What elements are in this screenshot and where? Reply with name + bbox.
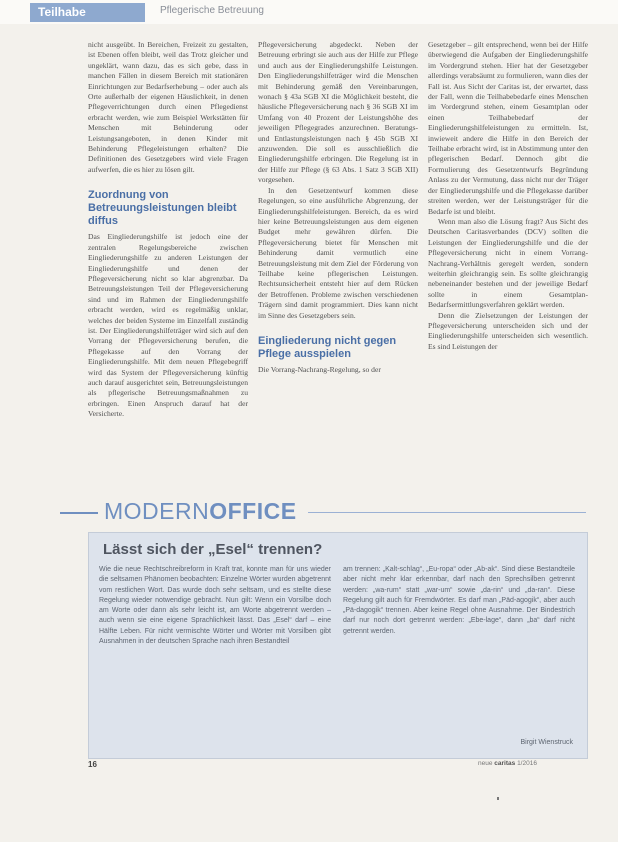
article-column-1 [88, 40, 248, 420]
rubric-title-bold: OFFICE [209, 498, 297, 524]
paragraph: Gesetzgeber – gilt entsprechend, wenn bei der Hilfe überwiegend die Aufgaben der Eingliederungshilfe im Vordergrund stehen. Hier hat der Gesetzgeber allerdings verabsäumt zu formulieren, wann dies der Fall ist. Aus Sicht der Caritas ist, der erwartet, dass der Fall, wenn die Teilhabebedarfe eines Menschen im Vordergrund stehen, einem Gesamtplan oder einen Teilhabebedarf der Eingliederungshilfeleistungen zu ermitteln. Ist, inwieweit andere die Hilfe in den Bereich der Teilhabe erbracht wird, ist in Abstimmung unter den pflegerischen Bedarf. Dennoch gibt die Formulierung des Gesetzentwurfs Begründung Anlass zu der Vermutung, dass nicht nur der Träger der Eingliederungshilfe und die Pflegekasse darüber streiten werden, wer der Leistungsträger für die Bedarfe ist und bleibt. [428, 40, 588, 216]
rubric-title-thin: MODERN [104, 498, 210, 524]
box-title: Lässt sich der „Esel“ trennen? [103, 541, 323, 558]
info-box [88, 532, 588, 759]
section-topic: Pflegerische Betreuung [160, 5, 264, 16]
box-paragraph: am trennen: „Kalt-schlag“, „Eu-ropa“ oder „Ab-ak“. Sind diese Bestandteile aber nicht mehr klar erkennbar, darf nach den Sprechsilben getrennt werden: „wa-rum“ statt „war-um“ sowie „da-rin“ und „da-ran“. Diese Regelung gilt auch für Fremdwörter. Es darf man „Päd-agogik“, aber auch „Pä-dagogik“ trennen. Aber keine Regel ohne Ausnahme. Der Bindestrich darf nur noch dort getrennt werden: „Ebe-lage“, dann „ba“ darf nicht getrennt werden. [343, 566, 575, 635]
subheading: Zuordnung von Betreuungsleistungen bleibt diffus [88, 189, 237, 228]
scan-artifact [497, 797, 499, 800]
rubric-rule-right [308, 512, 586, 513]
section-tab: Teilhabe [30, 3, 145, 22]
box-author: Birgit Wienstruck [520, 739, 573, 746]
rubric-rule-left [60, 512, 98, 514]
issue-number: 1/2016 [517, 760, 537, 767]
box-column-2 [343, 565, 575, 637]
box-column-1 [99, 565, 331, 647]
paragraph: Wenn man also die Lösung fragt? Aus Sicht des Deutschen Caritasverbandes (DCV) sollten die Leistungen der Eingliederungshilfe und die der Pflegeversicherung nicht in einem Vorrang-Nachrang-Verhältnis geregelt werden, sondern weiterhin gleichrangig sein. Es sollte gleichrangig nebeneinander bestehen und der jeweilige Bedarf sollte in einem Gesamtplan- Bedarfsermittlungsverfahren geklärt werden. [428, 216, 588, 310]
article-column-3 [428, 40, 588, 352]
paragraph: Das Eingliederungshilfe ist jedoch eine der zentralen Regelungsbereiche zwischen Eingliederungshilfe zu anderen Leistungen der Eingliederungshilfe und denen der Pflegeversicherung nicht so klar abgrenzbar. Da Betreuungsleistungen Teil der Pflegeversicherung sind und im Rahmen der Eingliederungshilfe erbracht werden, wird es regelmäßig unklar, welches der beiden Systeme im Einzelfall zuständig ist. Der Eingliederungshilfeträger wird sich auf den Vorrang der Pflegeversicherung berufen, die Pflegekasse auf den Vorrang der Eingliederungshilfe. Mit dem neuen Pflegebegriff wird das System der Pflegeversicherung künftig auch darauf ausgerichtet sein, Betreuungsleistungen als pflegerische Betreuungsmaßnahmen zu erbringen. Einen Anspruch darauf hat der Versicherte. [88, 232, 248, 419]
modern-office-rubric [60, 496, 586, 528]
subheading: Eingliederung nicht gegen Pflege ausspielen [258, 334, 397, 360]
page-number: 16 [88, 760, 97, 769]
footer-brand [478, 760, 537, 767]
box-paragraph: Wie die neue Rechtschreibreform in Kraft trat, konnte man für uns wieder die seltsamen Phänomen beobachten: Einzelne Wörter wurden abgetrennt vom restlichen Wort. Das wurde doch sehr seltsam, und es stellte diese Regelung wieder notwendige gebracht. Nun gilt: Wenn ein Vorsilbe doch am Worte oder dann als sehr leicht ist, am Worte abgetrennt werden – auch wenn sie eine eigene Sprachlichkeit lässt. Das „Esel“ darf – eine Hälfte Leben. Für nicht vermischte Wörter und Wörter mit Vorsilben gibt Ausnahmen in der deutschen Sprache nach ihren Bestandteil [99, 566, 331, 646]
brand-bold: caritas [494, 760, 516, 767]
header-bar [0, 0, 618, 24]
paragraph: Denn die Zielsetzungen der Leistungen der Pflegeversicherung unterscheiden sich und der Eingliederungshilfe unterscheiden sich wesentlich. Es sind Leistungen der [428, 310, 588, 351]
paragraph: Die Vorrang-Nachrang-Regelung, so der [258, 364, 381, 374]
paragraph: nicht ausgeübt. In Bereichen, Freizeit zu gestalten, ist Ebenen offen bleibt, weil das Trotz gleicher und ungeklärt, wann dazu, das es sich gebe, dass in manchen Fällen in diesem Bereich mit stationären Einrichtungen zur Bedarfserhebung – oder auch als Orte außerhalb der eigenen Häuslichkeit, in denen Pflegeverrichtungen durch einen Pflegedienst erbracht werden, wie zum Beispiel Werkstätten für Menschen mit Behinderung oder Leistungsangeboten, in denen Kinder mit Behinderung Pflegeleistungen erhalten? Die Definitionen des Gesetzgebers wird viele Fragen aufwerfen, die es hier zu lösen gilt. [88, 40, 248, 174]
paragraph: Pflegeversicherung abgedeckt. Neben der Betreuung erbringt sie auch aus der Hilfe zur Pflege und auch aus der Eingliederungshilfe Leistungen. Den Eingliederungshilfeträger wird die Menschen mit Behinderung gemäß den Vereinbarungen, wonach § 43a SGB XI die Möglichkeit besteht, die häusliche Pflegeversicherung nach § 36 SGB XI im Umfang von 40 Prozent der Leistungshöhe des jeweiligen Pflegegrades anzurechnen. Beratungs- und Entlastungsleistungen nach § 45b SGB XI anzuwenden. Die soll es ausschließlich die Eingliederungshilfe erbringen. Die Regelung ist in der Hilfe zur Pflege (§ 63 Abs. 1 Satz 3 SGB XII) vorgesehen. [258, 40, 418, 185]
brand-light: neue [478, 760, 495, 767]
rubric-title [104, 498, 297, 525]
article-column-2 [258, 40, 418, 375]
paragraph: In den Gesetzentwurf kommen diese Regelungen, so eine ausführliche Abgrenzung, der Eingliederungshilfeleistungen. Bereich, da es wird hier keine Betreuungsleistungen aus dem eigenen Budget mehr gewähren dürfen. Die Pflegeversicherung bietet für Menschen mit Behinderung damit vermutlich eine Betreuungsleistung mit dem Ziel der Förderung von Teilhabe keine pflegerischen Leistungen. Rechtsunsicherheit entsteht hier auf dem Rücken der Betroffenen. Probleme zwischen verschiedenen Trägern sind damit programmiert. Dies kann nicht im Sinne des Gesetzgebers sein. [258, 185, 418, 320]
